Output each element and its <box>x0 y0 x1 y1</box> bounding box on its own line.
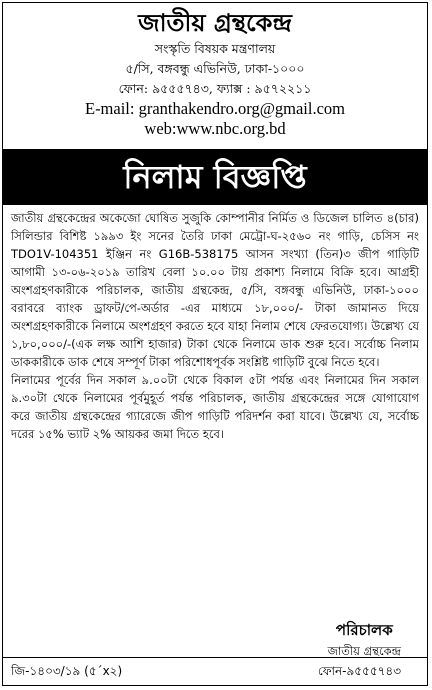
body-paragraph-2: নিলামের পূর্বের দিন সকাল ৯.০০টা থেকে বিকাল ৫টা পর্যন্ত এবং নিলামের দিন সকাল ৯.৩০টা থেকে নিলামের পূর্বমুহূর্ত পর্যন্ত পরিচালক, জাতীয় গ্রন্থকেন্দ্রের সঙ্গে যোগাযোগ করে জাতীয় গ্রন্থকেন্দ্রের গ্যারেজে জীপ গাড়িটি পরিদর্শন করা যাবে। উল্লেখ্য যে, সর্বোচ্চ দরের ১৫% ভ্যাট ২% আয়কর জমা দিতে হবে। <box>11 373 419 441</box>
org-name: জাতীয় গ্রন্থকেন্দ্র <box>138 9 292 37</box>
signatory-phone: ফোন-৯৫৫৫৭৪৩ <box>317 664 401 678</box>
notice-title-banner: নিলাম বিজ্ঞপ্তি <box>3 149 427 205</box>
notice-header <box>3 7 427 139</box>
notice-frame <box>2 2 428 686</box>
signature-block <box>328 619 401 661</box>
ministry-name: সংস্কৃতি বিষয়ক মন্ত্রণালয় <box>154 41 276 56</box>
body-paragraph-1: জাতীয় গ্রন্থকেন্দ্রের অকেজো ঘোষিত সুজুকি কোম্পানীর নির্মিত ও ডিজেল চালিত ৪(চার) সিলিন্ডার বিশিষ্ট ১৯৯৩ ইং সনের তৈরি ঢাকা মেট্রো-ঘ-২৫৬০ নং গাড়ি, চেসিস নং TDO1V-104351 ইঞ্জিন নং G16B-538175 আসন সংখ্যা (তিন)৩ জীপ গাড়িটি আগামী ১৩-০৬-২০১৯ তারিখ বেলা ১০.০০ টায় প্রকাশ্য নিলামে বিক্রি হবে। আগ্রহী অংশগ্রহণকারীকে পরিচালক, জাতীয় গ্রন্থকেন্দ্র, ৫/সি, বঙ্গবন্ধু এভিনিউ, ঢাকা-১০০০ বরাবরে ব্যাংক ড্রাফট/পে-অর্ডার -এর মাধ্যমে ১৮,০০০/- টাকা জামানত দিয়ে অংশগ্রহণকারীকে নিলামে অংশগ্রহণ করতে হবে যাহা নিলাম শেষে ফেরতযোগ্য। উল্লেখ্য যে ১,৮০,০০০/-(এক লক্ষ আশি হাজার) টাকা থেকে নিলামে ডাক শুরু হবে। সর্বোচ্চ নিলাম ডাককারীকে ডাক শেষে সম্পূর্ণ টাকা পরিশোধপূর্বক সংশ্লিষ্ট গাড়িটি বুঝে নিতে হবে। <box>11 211 419 369</box>
reference-number: জি-১৪০৩/১৯ (৫´x২) <box>11 664 123 678</box>
org-address: ৫/সি, বঙ্গবন্ধু এভিনিউ, ঢাকা-১০০০ <box>125 61 305 76</box>
web-line: web:www.nbc.org.bd <box>144 119 286 138</box>
signatory-title: পরিচালক <box>335 621 393 639</box>
footer-divider <box>3 657 427 658</box>
email-line: E-mail: granthakendro.org@gmail.com <box>84 99 346 118</box>
signatory-org: জাতীয় গ্রন্থকেন্দ্র <box>327 644 401 658</box>
notice-body <box>11 209 419 443</box>
phone-fax: ফোন: ৯৫৫৫৭৪৩, ফ্যাক্স : ৯৫৭২২১১ <box>118 81 312 96</box>
